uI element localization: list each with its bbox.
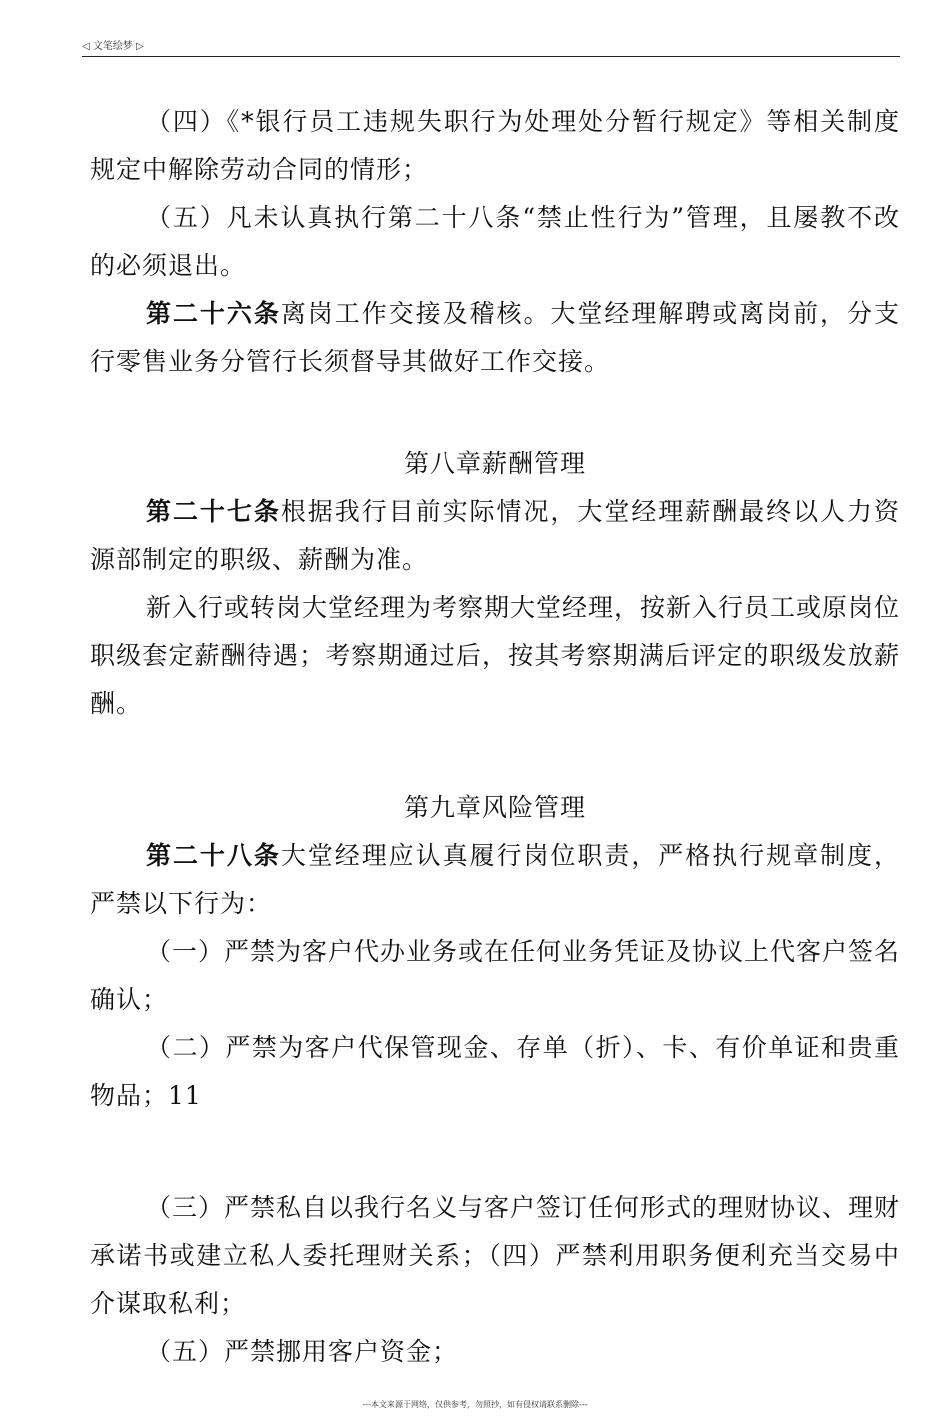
- prohibition-item-2: （二）严禁为客户代保管现金、存单（折）、卡、有价单证和贵重物品；11: [90, 1033, 900, 1110]
- page-break-spacer: [90, 1120, 900, 1184]
- article-27: [90, 488, 900, 584]
- right-triangle-icon: ▷: [136, 41, 144, 52]
- paragraph-item-5: （五）凡未认真执行第二十八条“禁止性行为”管理，且屡教不改的必须退出。: [90, 203, 900, 280]
- article-28-text: 大堂经理应认真履行岗位职责，严格执行规章制度，严禁以下行为：: [90, 841, 900, 918]
- chapter-9-title: 第九章风险管理: [403, 793, 586, 822]
- header-divider: [82, 56, 900, 57]
- article-28-label: 第二十八条: [146, 841, 281, 870]
- section-spacer: [90, 386, 900, 440]
- article-26: [90, 290, 900, 386]
- salary-paragraph: 新入行或转岗大堂经理为考察期大堂经理，按新入行员工或原岗位职级套定薪酬待遇；考察期通过后，按其考察期满后评定的职级发放薪酬。: [90, 593, 901, 718]
- prohibition-item-5: （五）严禁挪用客户资金；: [146, 1337, 459, 1366]
- page-footer: ---本文来源于网络，仅供参考，勿照抄，如有侵权请联系删除---: [362, 1400, 588, 1409]
- section-spacer: [90, 728, 900, 784]
- article-27-label: 第二十七条: [146, 497, 281, 526]
- article-26-text: 离岗工作交接及稽核。大堂经理解聘或离岗前，分支行零售业务分管行长须督导其做好工作交接。: [90, 299, 900, 376]
- article-26-label: 第二十六条: [146, 299, 281, 328]
- prohibition-item-3-4: （三）严禁私自以我行名义与客户签订任何形式的理财协议、理财承诺书或建立私人委托理财关系；（四）严禁利用职务便利充当交易中介谋取私利；: [90, 1193, 901, 1318]
- chapter-8-title: 第八章薪酬管理: [403, 449, 586, 478]
- article-27-text: 根据我行目前实际情况，大堂经理薪酬最终以人力资源部制定的职级、薪酬为准。: [90, 497, 900, 574]
- left-triangle-icon: ◁: [82, 41, 90, 52]
- document-body: [90, 98, 900, 1376]
- header-title: 文笔绘梦: [92, 41, 133, 52]
- page-header: [82, 40, 144, 54]
- article-28: [90, 832, 900, 928]
- paragraph-item-4: （四）《*银行员工违规失职行为处理处分暂行规定》等相关制度规定中解除劳动合同的情形；: [90, 107, 900, 184]
- prohibition-item-1: （一）严禁为客户代办业务或在任何业务凭证及协议上代客户签名确认；: [90, 937, 901, 1014]
